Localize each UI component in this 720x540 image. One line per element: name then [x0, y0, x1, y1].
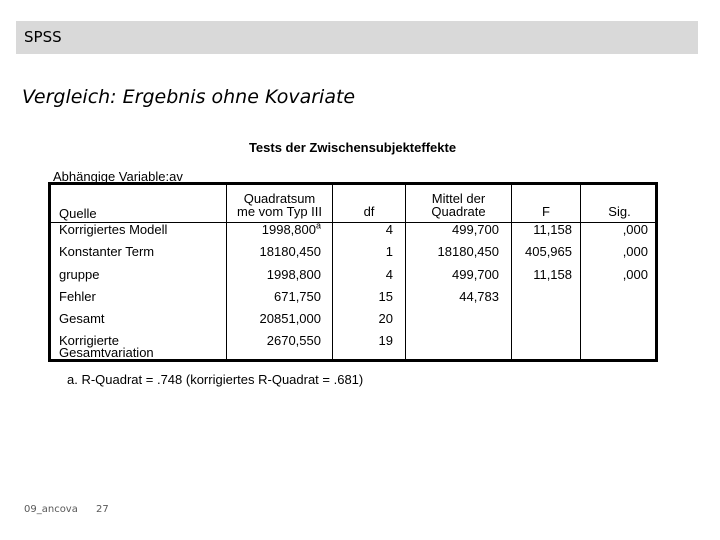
cell-f: 405,965 — [525, 244, 572, 259]
cell-source-line2: Gesamtvariation — [59, 345, 154, 360]
header-label: SPSS — [24, 28, 62, 46]
cell-df: 1 — [385, 244, 393, 259]
slide-title: Vergleich: Ergebnis ohne Kovariate — [22, 86, 356, 108]
cell-f: 11,158 — [533, 267, 572, 282]
cell-ss: 1998,800 — [266, 267, 321, 282]
cell-df: 20 — [378, 311, 393, 326]
cell-df: 15 — [378, 289, 393, 304]
header-ss-line2: me vom Typ III — [236, 204, 322, 219]
cell-ss: 20851,000 — [259, 311, 321, 326]
table-footnote: a. R-Quadrat = .748 (korrigiertes R-Quadrat = .681) — [67, 372, 364, 387]
cell-source: gruppe — [59, 267, 100, 282]
cell-source: Korrigiertes Modell — [59, 222, 168, 237]
cell-sig: ,000 — [622, 222, 648, 237]
cell-ss: 2670,550 — [266, 333, 321, 348]
cell-source: Konstanter Term — [59, 244, 155, 259]
footer-filename: 09_ancova — [24, 504, 78, 515]
cell-ss: 1998,800$^a$ — [261, 220, 321, 237]
cell-source: Gesamt — [59, 311, 105, 326]
cell-df: 19 — [378, 333, 393, 348]
header-sig: Sig. — [608, 204, 631, 219]
cell-source-line1: Korrigierte — [59, 333, 119, 348]
table-caption: Tests der Zwischensubjekteffekte — [248, 140, 457, 155]
header-source: Quelle — [59, 206, 97, 221]
cell-ms: 499,700 — [452, 267, 499, 282]
cell-ss: 18180,450 — [259, 244, 321, 259]
header-df: df — [363, 204, 375, 219]
header-ms-line2: Quadrate — [431, 204, 486, 219]
header-f: F — [542, 204, 550, 219]
dependent-variable-label: Abhängige Variable:av — [53, 169, 183, 184]
cell-ms: 499,700 — [452, 222, 499, 237]
cell-sig: ,000 — [622, 244, 648, 259]
anova-table — [48, 182, 658, 362]
cell-source: Fehler — [59, 289, 96, 304]
cell-ms: 18180,450 — [437, 244, 499, 259]
header-ms-line1: Mittel der — [431, 191, 486, 206]
cell-df: 4 — [385, 267, 393, 282]
cell-sig: ,000 — [622, 267, 648, 282]
cell-ss: 671,750 — [274, 289, 321, 304]
slide-header-bar — [16, 21, 698, 54]
header-ss-line1: Quadratsum — [243, 191, 316, 206]
cell-df: 4 — [385, 222, 393, 237]
cell-ms: 44,783 — [459, 289, 499, 304]
cell-f: 11,158 — [533, 222, 572, 237]
page-number: 27 — [96, 504, 109, 515]
